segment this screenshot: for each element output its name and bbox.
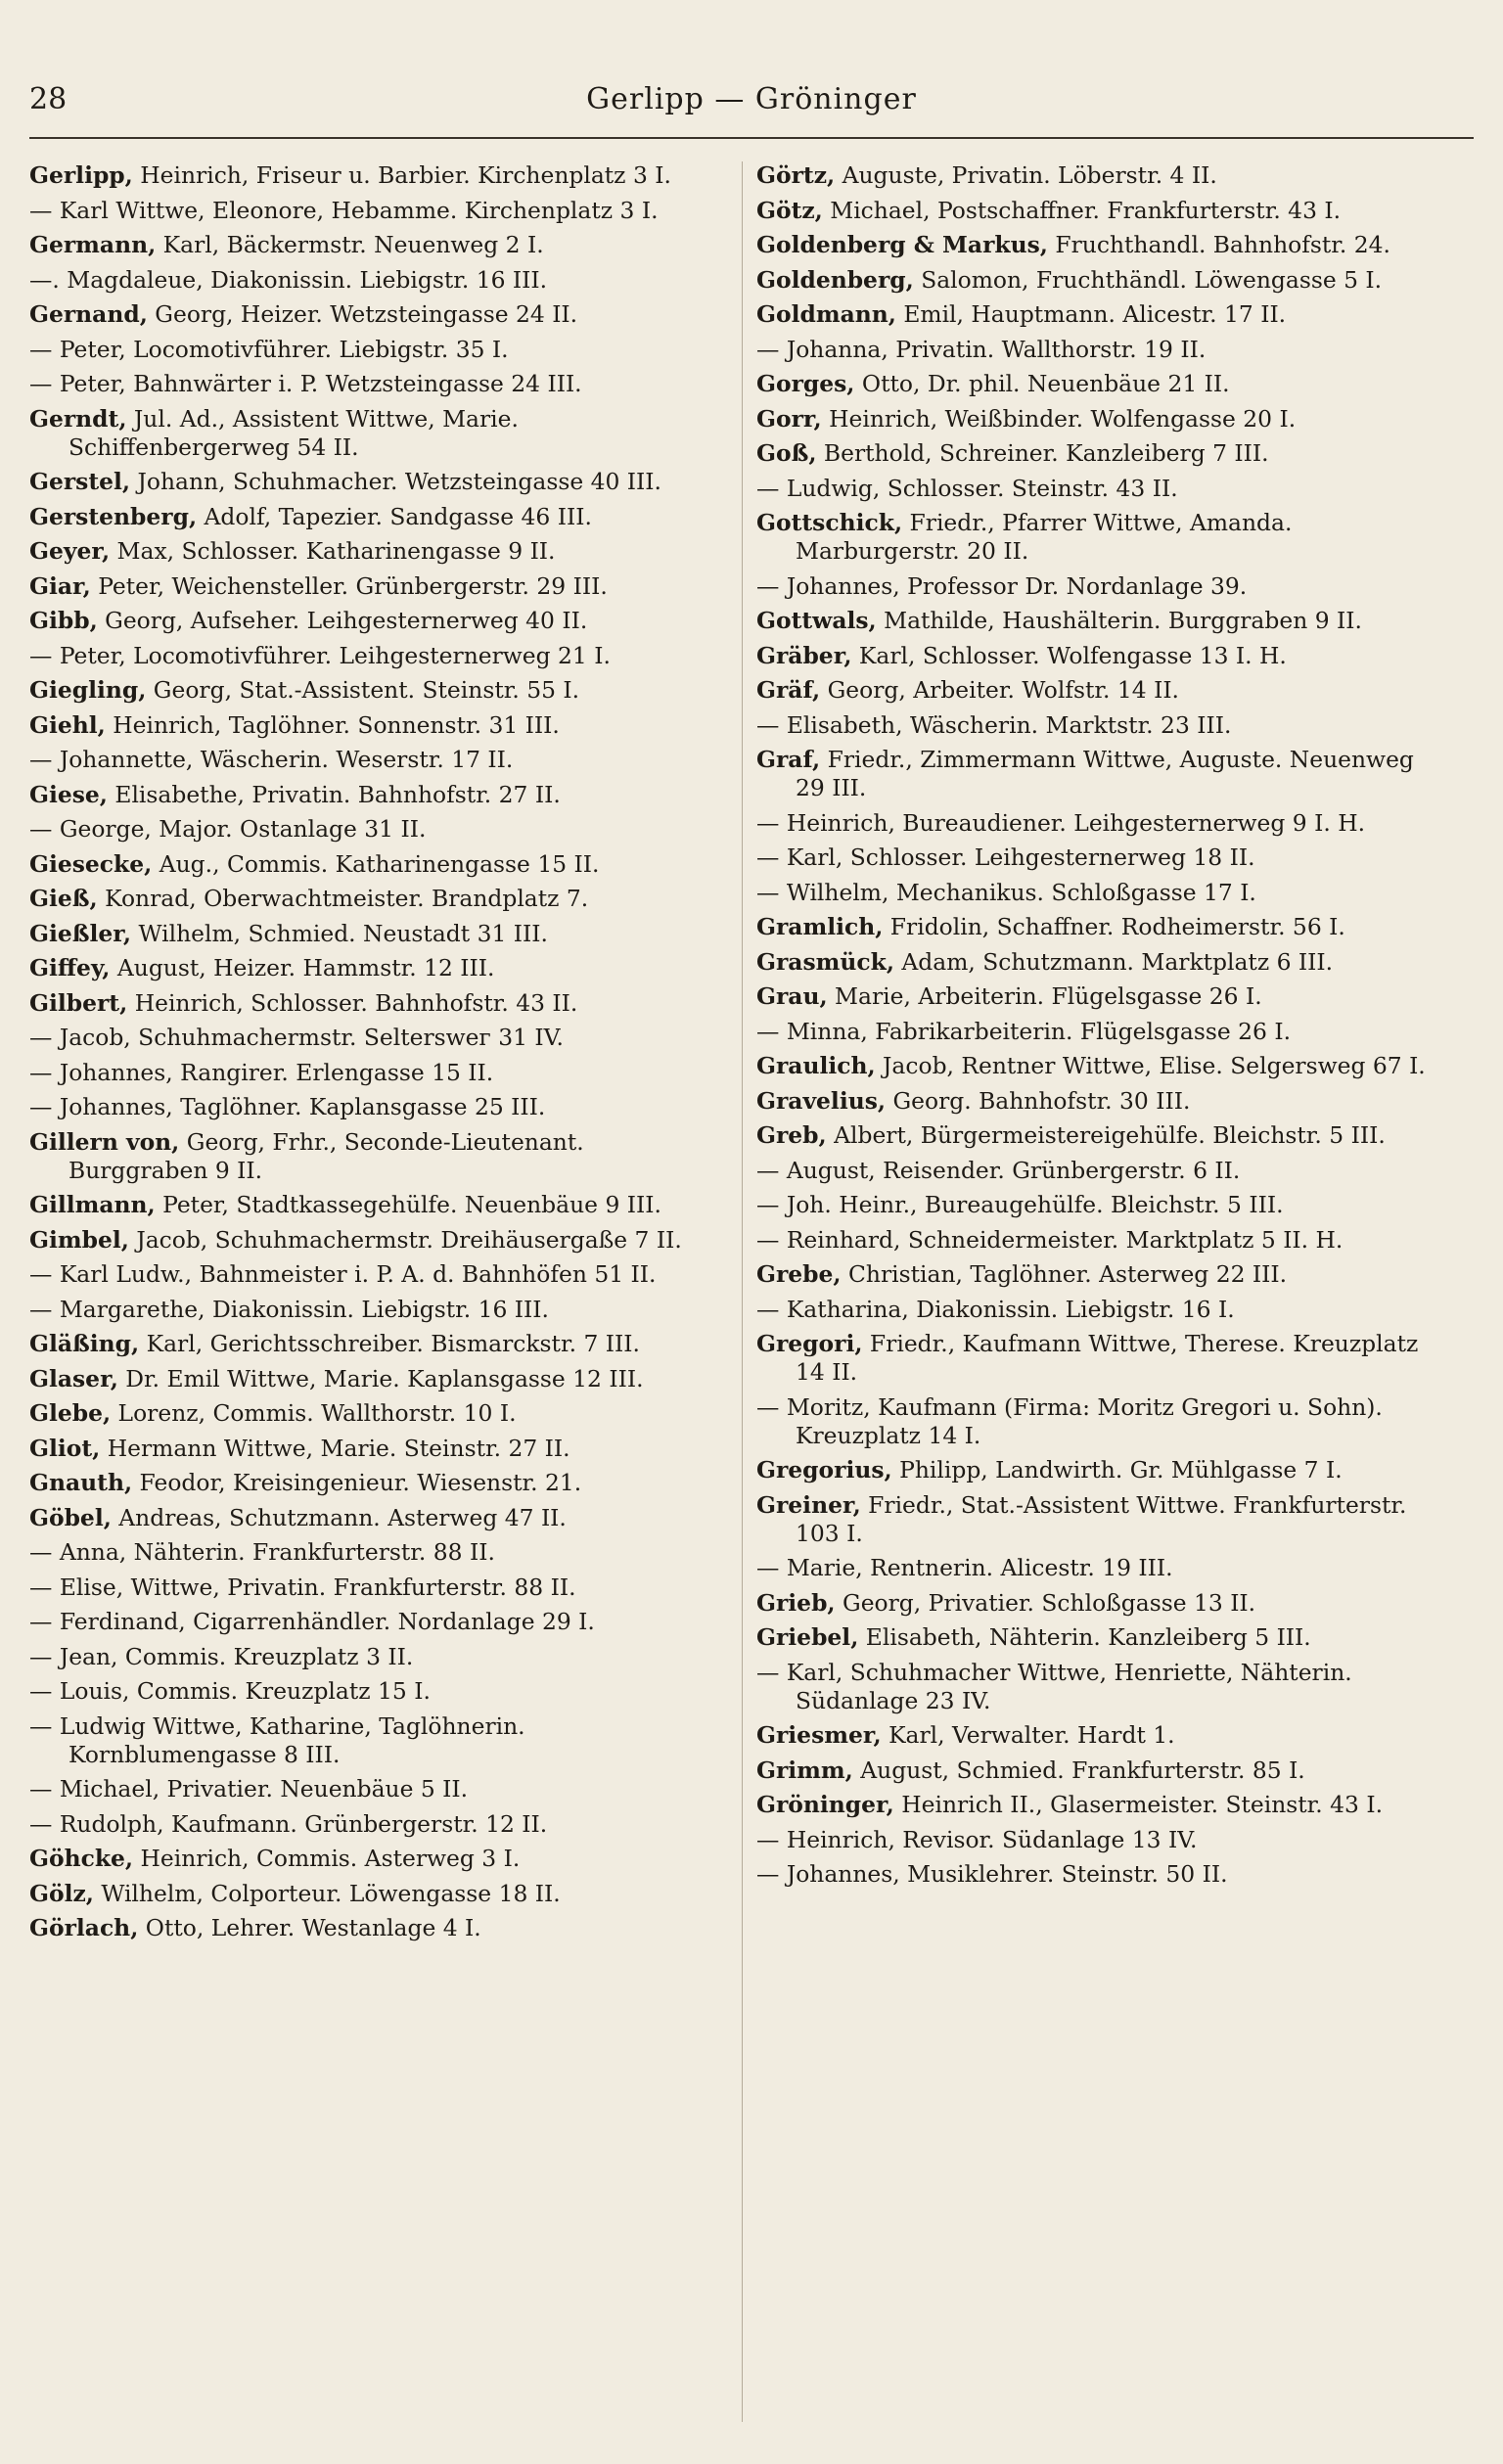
directory-entry: [29, 1330, 719, 1358]
entry-details: Heinrich, Taglöhner. Sonnenstr. 31 III.: [105, 710, 560, 739]
directory-entry: [756, 370, 1446, 398]
directory-entry: [756, 1554, 1446, 1582]
directory-entry: [756, 1456, 1446, 1484]
directory-entry: [756, 1330, 1446, 1387]
directory-entry: [29, 1810, 719, 1839]
entry-surname: Gregori,: [756, 1330, 863, 1357]
directory-entry: [756, 336, 1446, 364]
directory-entry: [29, 266, 719, 295]
directory-entry: [756, 1191, 1446, 1219]
entry-details: — George, Major. Ostanlage 31 II.: [29, 815, 427, 843]
directory-entry: [756, 1623, 1446, 1652]
directory-entry: [29, 370, 719, 398]
directory-entry: [756, 1589, 1446, 1618]
entry-details: August, Heizer. Hammstr. 12 III.: [110, 954, 495, 981]
directory-entry: [29, 642, 719, 670]
directory-entry: [756, 1296, 1446, 1324]
entry-details: Georg, Aufseher. Leihgesternerweg 40 II.: [97, 607, 588, 634]
directory-entry: [29, 815, 719, 844]
entry-details: Friedr., Kaufmann Wittwe, Therese. Kreuzplatz 14 II.: [796, 1330, 1419, 1386]
entry-surname: Gräf,: [756, 676, 821, 704]
entry-details: — Marie, Rentnerin. Alicestr. 19 III.: [756, 1554, 1173, 1581]
entry-details: Berthold, Schreiner. Kanzleiberg 7 III.: [816, 439, 1269, 467]
entry-details: — Karl Wittwe, Eleonore, Hebamme. Kirchenplatz 3 I.: [29, 196, 659, 224]
entry-surname: Gottschick,: [756, 509, 903, 536]
entry-surname: Gölz,: [29, 1879, 94, 1907]
directory-entry: [29, 336, 719, 364]
entry-details: — Johanna, Privatin. Wallthorstr. 19 II.: [756, 335, 1207, 363]
entry-surname: Gläßing,: [29, 1330, 140, 1357]
entry-surname: Gorges,: [756, 370, 855, 397]
directory-entry: [756, 982, 1446, 1011]
directory-entry: [29, 676, 719, 705]
entry-details: Adolf, Tapezier. Sandgasse 46 III.: [197, 502, 592, 530]
entry-details: Jacob, Rentner Wittwe, Elise. Selgersweg 67 I.: [875, 1052, 1426, 1079]
directory-entry: [29, 231, 719, 259]
directory-entry: [29, 405, 719, 462]
entry-surname: Goldmann,: [756, 300, 896, 328]
entry-surname: Görtz,: [756, 161, 836, 189]
directory-entry: [29, 1365, 719, 1393]
entry-details: Fruchthandl. Bahnhofstr. 24.: [1047, 231, 1390, 258]
directory-entry: [29, 1880, 719, 1908]
directory-entry: [29, 1504, 719, 1532]
directory-entry: [756, 1826, 1446, 1854]
entry-surname: Giar,: [29, 571, 91, 600]
entry-surname: Götz,: [756, 196, 823, 224]
directory-entry: [29, 850, 719, 879]
entry-surname: Grimm,: [756, 1756, 853, 1784]
directory-entry: [756, 1791, 1446, 1819]
directory-entry: [756, 607, 1446, 635]
page-header: [29, 82, 1474, 125]
entry-details: Georg, Heizer. Wetzsteingasse 24 II.: [147, 300, 578, 328]
entry-surname: Gottwals,: [756, 607, 877, 634]
directory-entry: [756, 197, 1446, 225]
entry-details: — Michael, Privatier. Neuenbäue 5 II.: [29, 1775, 469, 1802]
entry-details: Fridolin, Schaffner. Rodheimerstr. 56 I.: [883, 913, 1345, 940]
entry-surname: Glaser,: [29, 1364, 118, 1392]
directory-entry: [29, 1226, 719, 1255]
directory-entry: [756, 1018, 1446, 1046]
entry-surname: Giegling,: [29, 676, 147, 704]
entry-details: Salomon, Fruchthändl. Löwengasse 5 I.: [913, 265, 1383, 294]
directory-entry: [29, 885, 719, 913]
directory-entry: [756, 572, 1446, 601]
entry-details: Karl, Verwalter. Hardt 1.: [881, 1721, 1175, 1749]
entry-surname: Gießler,: [29, 919, 132, 947]
directory-entry: [29, 1059, 719, 1087]
directory-entry: [29, 161, 719, 190]
entry-details: Jacob, Schuhmachermstr. Dreihäusergaße 7 II.: [128, 1225, 682, 1254]
directory-entry: [29, 711, 719, 740]
directory-entry: [29, 1399, 719, 1428]
entry-surname: Gieß,: [29, 885, 98, 912]
entry-surname: Grau,: [756, 982, 828, 1010]
entry-details: Karl, Schlosser. Wolfengasse 13 I. H.: [851, 641, 1287, 669]
entry-details: — Karl, Schuhmacher Wittwe, Henriette, Nähterin. Südanlage 23 IV.: [756, 1658, 1352, 1714]
entry-surname: Gliot,: [29, 1434, 101, 1462]
entry-details: — Peter, Locomotivführer. Liebigstr. 35 I.: [29, 335, 509, 363]
entry-surname: Gimbel,: [29, 1225, 129, 1254]
entry-details: — Ferdinand, Cigarrenhändler. Nordanlage 29 I.: [29, 1608, 595, 1635]
entry-details: Karl, Bäckermstr. Neuenweg 2 I.: [156, 231, 544, 258]
entry-details: Friedr., Stat.-Assistent Wittwe. Frankfurterstr. 103 I.: [796, 1490, 1407, 1547]
entry-surname: Griebel,: [756, 1623, 859, 1651]
directory-entry: [756, 300, 1446, 329]
entry-details: Dr. Emil Wittwe, Marie. Kaplansgasse 12 III.: [117, 1364, 644, 1392]
entry-surname: Gernand,: [29, 300, 148, 328]
directory-entry: [29, 1469, 719, 1497]
entry-details: — Minna, Fabrikarbeiterin. Flügelsgasse 26 I.: [756, 1017, 1292, 1045]
entry-details: — Elise, Wittwe, Privatin. Frankfurterstr. 88 II.: [29, 1573, 576, 1601]
directory-entry: [29, 920, 719, 948]
directory-entry: [756, 266, 1446, 295]
directory-entry: [756, 231, 1446, 259]
entry-details: Konrad, Oberwachtmeister. Brandplatz 7.: [97, 885, 589, 912]
directory-entry: [756, 676, 1446, 705]
entry-surname: Görlach,: [29, 1914, 139, 1941]
directory-entry: [756, 913, 1446, 941]
directory-entry: [756, 405, 1446, 433]
entry-surname: Greiner,: [756, 1490, 861, 1519]
directory-entry: [29, 468, 719, 496]
directory-entry: [29, 197, 719, 225]
entry-details: August, Schmied. Frankfurterstr. 85 I.: [852, 1756, 1305, 1784]
entry-details: — Karl, Schlosser. Leihgesternerweg 18 II.: [756, 844, 1255, 871]
entry-details: — Wilhelm, Mechanikus. Schloßgasse 17 I.: [756, 878, 1256, 906]
entry-details: Mathilde, Haushälterin. Burggraben 9 II.: [876, 607, 1362, 634]
entry-surname: Gerstenberg,: [29, 502, 198, 530]
entry-details: Heinrich, Schlosser. Bahnhofstr. 43 II.: [127, 988, 578, 1017]
directory-entry: [29, 1775, 719, 1803]
entry-details: Heinrich, Weißbinder. Wolfengasse 20 I.: [821, 404, 1297, 433]
entry-details: Elisabeth, Nähterin. Kanzleiberg 5 III.: [858, 1623, 1311, 1651]
directory-entry: [756, 1659, 1446, 1715]
entry-surname: Grieb,: [756, 1588, 836, 1617]
entry-details: Hermann Wittwe, Marie. Steinstr. 27 II.: [100, 1434, 570, 1462]
entry-details: — Moritz, Kaufmann (Firma: Moritz Gregori u. Sohn). Kreuzplatz 14 I.: [756, 1392, 1383, 1449]
entry-details: Elisabethe, Privatin. Bahnhofstr. 27 II.: [107, 780, 561, 808]
directory-entry: [756, 509, 1446, 566]
entry-details: Andreas, Schutzmann. Asterweg 47 II.: [111, 1503, 567, 1531]
directory-entry: [756, 711, 1446, 740]
entry-details: — Ludwig, Schlosser. Steinstr. 43 II.: [756, 474, 1178, 502]
directory-entry: [756, 1226, 1446, 1255]
entry-details: — Johannes, Professor Dr. Nordanlage 39.: [756, 571, 1248, 600]
entry-surname: Gramlich,: [756, 913, 884, 940]
entry-surname: Gnauth,: [29, 1469, 133, 1496]
entry-surname: Goldenberg & Markus,: [756, 231, 1048, 258]
directory-entry: [29, 954, 719, 982]
directory-entry: [756, 475, 1446, 503]
entry-surname: Goldenberg,: [756, 265, 914, 294]
page-number: 28: [29, 82, 68, 116]
directory-entry: [756, 746, 1446, 802]
directory-entry: [756, 161, 1446, 190]
entry-details: Georg, Privatier. Schloßgasse 13 II.: [835, 1588, 1256, 1617]
directory-entry: [756, 1721, 1446, 1750]
entry-details: Peter, Weichensteller. Grünbergerstr. 29 III.: [90, 571, 608, 600]
entry-details: Heinrich II., Glasermeister. Steinstr. 43 I.: [893, 1791, 1384, 1818]
entry-details: Otto, Lehrer. Westanlage 4 I.: [138, 1914, 481, 1941]
entry-details: Auguste, Privatin. Löberstr. 4 II.: [835, 161, 1217, 189]
directory-entry: [29, 300, 719, 329]
directory-entry: [29, 1845, 719, 1873]
directory-entry: [29, 1538, 719, 1567]
directory-entry: [29, 503, 719, 531]
entry-surname: Germann,: [29, 231, 157, 258]
directory-entry: [29, 1677, 719, 1706]
directory-entry: [29, 1260, 719, 1289]
entry-surname: Gerstel,: [29, 468, 131, 495]
entry-surname: Göhcke,: [29, 1845, 134, 1872]
entry-surname: Graf,: [756, 746, 821, 773]
entry-details: Lorenz, Commis. Wallthorstr. 10 I.: [111, 1399, 517, 1427]
entry-details: —. Magdaleue, Diakonissin. Liebigstr. 16 III.: [29, 265, 548, 294]
entry-surname: Greb,: [756, 1121, 827, 1149]
entry-details: Wilhelm, Schmied. Neustadt 31 III.: [131, 919, 548, 947]
running-head: Gerlipp — Gröninger: [586, 82, 917, 116]
directory-entry: [29, 1435, 719, 1463]
entry-details: — Joh. Heinr., Bureaugehülfe. Bleichstr. 5 III.: [756, 1191, 1284, 1218]
entry-surname: Giehl,: [29, 710, 106, 739]
directory-entry: [29, 1128, 719, 1185]
entry-surname: Gerlipp,: [29, 161, 133, 189]
right-column: [756, 161, 1446, 1895]
entry-surname: Gräber,: [756, 641, 852, 669]
entry-details: Georg, Frhr., Seconde-Lieutenant. Burggraben 9 II.: [68, 1127, 584, 1184]
entry-surname: Graulich,: [756, 1052, 876, 1079]
directory-entry: [756, 879, 1446, 907]
entry-details: Feodor, Kreisingenieur. Wiesenstr. 21.: [132, 1469, 582, 1496]
entry-details: Friedr., Zimmermann Wittwe, Auguste. Neuenweg 29 III.: [796, 746, 1414, 801]
directory-entry: [29, 1024, 719, 1052]
entry-surname: Griesmer,: [756, 1721, 882, 1749]
entry-details: Wilhelm, Colporteur. Löwengasse 18 II.: [93, 1879, 561, 1907]
directory-entry: [29, 1643, 719, 1671]
entry-surname: Gillern von,: [29, 1127, 180, 1156]
entry-surname: Grebe,: [756, 1260, 842, 1288]
directory-entry: [29, 607, 719, 635]
entry-details: — Elisabeth, Wäscherin. Marktstr. 23 III.: [756, 710, 1232, 739]
entry-details: — Reinhard, Schneidermeister. Marktplatz 5 II. H.: [756, 1225, 1344, 1254]
entry-details: Heinrich, Friseur u. Barbier. Kirchenplatz 3 I.: [132, 161, 671, 189]
entry-details: Emil, Hauptmann. Alicestr. 17 II.: [895, 300, 1287, 328]
entry-details: Marie, Arbeiterin. Flügelsgasse 26 I.: [827, 982, 1262, 1010]
entry-details: Georg. Bahnhofstr. 30 III.: [886, 1086, 1191, 1115]
entry-details: — Johannette, Wäscherin. Weserstr. 17 II.: [29, 746, 514, 773]
entry-surname: Gravelius,: [756, 1086, 887, 1115]
entry-details: — Katharina, Diakonissin. Liebigstr. 16 I.: [756, 1295, 1235, 1323]
left-column: [29, 161, 719, 1949]
directory-entry: [29, 1191, 719, 1219]
entry-surname: Gröninger,: [756, 1791, 894, 1818]
entry-details: Georg, Arbeiter. Wolfstr. 14 II.: [820, 676, 1179, 704]
entry-surname: Gibb,: [29, 607, 98, 634]
entry-details: — Anna, Nähterin. Frankfurterstr. 88 II.: [29, 1538, 495, 1566]
entry-surname: Gorr,: [756, 404, 822, 433]
entry-details: — Louis, Commis. Kreuzplatz 15 I.: [29, 1677, 431, 1705]
entry-details: Michael, Postschaffner. Frankfurterstr. 43 I.: [822, 196, 1342, 224]
entry-details: — Jean, Commis. Kreuzplatz 3 II.: [29, 1642, 414, 1670]
entry-details: — Karl Ludw., Bahnmeister i. P. A. d. Bahnhöfen 51 II.: [29, 1260, 657, 1288]
directory-entry: [756, 1121, 1446, 1150]
entry-details: — Peter, Locomotivführer. Leihgesternerweg 21 I.: [29, 641, 611, 669]
directory-entry: [756, 439, 1446, 468]
entry-surname: Giese,: [29, 780, 108, 808]
entry-details: Max, Schlosser. Katharinengasse 9 II.: [110, 537, 556, 565]
entry-details: — Ludwig Wittwe, Katharine, Taglöhnerin. Kornblumengasse 8 III.: [29, 1711, 525, 1768]
directory-entry: [29, 989, 719, 1018]
entry-surname: Grasmück,: [756, 947, 894, 976]
directory-entry: [756, 1491, 1446, 1548]
entry-details: Otto, Dr. phil. Neuenbäue 21 II.: [854, 370, 1230, 397]
entry-details: — Jacob, Schuhmachermstr. Selterswег 31 IV.: [29, 1024, 564, 1051]
entry-details: Georg, Stat.-Assistent. Steinstr. 55 I.: [146, 676, 580, 704]
entry-details: — Rudolph, Kaufmann. Grünbergerstr. 12 II.: [29, 1809, 548, 1838]
directory-entry: [29, 1914, 719, 1942]
entry-surname: Glebe,: [29, 1399, 112, 1427]
entry-details: Christian, Taglöhner. Asterweg 22 III.: [841, 1260, 1288, 1288]
entry-details: Albert, Bürgermeistereigehülfe. Bleichstr. 5 III.: [826, 1121, 1386, 1149]
directory-entry: [756, 809, 1446, 838]
entry-details: Philipp, Landwirth. Gr. Mühlgasse 7 I.: [891, 1456, 1343, 1483]
entry-surname: Giesecke,: [29, 849, 153, 878]
entry-details: Heinrich, Commis. Asterweg 3 I.: [133, 1845, 521, 1872]
directory-entry: [29, 746, 719, 774]
entry-surname: Gillmann,: [29, 1191, 156, 1218]
entry-details: Aug., Commis. Katharinengasse 15 II.: [152, 849, 600, 878]
entry-details: Peter, Stadtkassegehülfe. Neuenbäue 9 III.: [155, 1191, 661, 1218]
directory-entry: [29, 781, 719, 809]
entry-details: — Heinrich, Bureaudiener. Leihgesternerweg 9 I. H.: [756, 808, 1366, 837]
entry-surname: Göbel,: [29, 1503, 112, 1531]
entry-surname: Geyer,: [29, 537, 111, 565]
column-divider: [742, 161, 743, 2422]
entry-details: Adam, Schutzmann. Marktplatz 6 III.: [893, 947, 1334, 976]
entry-details: Jul. Ad., Assistent Wittwe, Marie. Schiffenbergerweg 54 II.: [68, 404, 519, 461]
directory-entry: [29, 1093, 719, 1121]
directory-entry: [756, 948, 1446, 977]
directory-entry: [756, 1757, 1446, 1785]
directory-entry: [756, 642, 1446, 670]
entry-details: Johann, Schuhmacher. Wetzsteingasse 40 III.: [130, 468, 661, 495]
entry-details: — Johannes, Rangirer. Erlengasse 15 II.: [29, 1058, 494, 1086]
entry-surname: Gregorius,: [756, 1456, 892, 1483]
directory-entry: [756, 1087, 1446, 1116]
entry-details: Karl, Gerichtsschreiber. Bismarckstr. 7 III.: [139, 1330, 640, 1357]
entry-details: — Peter, Bahnwärter i. P. Wetzsteingasse 24 III.: [29, 370, 582, 397]
directory-entry: [756, 1157, 1446, 1185]
directory-entry: [756, 1393, 1446, 1450]
directory-entry: [756, 1052, 1446, 1080]
entry-details: — Johannes, Musiklehrer. Steinstr. 50 II.: [756, 1860, 1228, 1888]
directory-entry: [756, 1260, 1446, 1289]
entry-details: — August, Reisender. Grünbergerstr. 6 II.: [756, 1156, 1241, 1184]
entry-details: Friedr., Pfarrer Wittwe, Amanda. Marburgerstr. 20 II.: [796, 509, 1293, 565]
entry-details: — Heinrich, Revisor. Südanlage 13 IV.: [756, 1825, 1198, 1853]
entry-details: — Johannes, Taglöhner. Kaplansgasse 25 III.: [29, 1093, 546, 1120]
header-rule: [29, 137, 1474, 139]
directory-entry: [29, 1712, 719, 1769]
directory-entry: [29, 1608, 719, 1636]
directory-entry: [29, 572, 719, 601]
directory-entry: [29, 537, 719, 566]
directory-entry: [29, 1296, 719, 1324]
entry-surname: Giffey,: [29, 954, 111, 981]
directory-entry: [756, 1860, 1446, 1889]
directory-entry: [756, 844, 1446, 872]
entry-details: — Margarethe, Diakonissin. Liebigstr. 16 III.: [29, 1295, 549, 1323]
entry-surname: Gerndt,: [29, 404, 127, 433]
entry-surname: Goß,: [756, 439, 817, 467]
directory-entry: [29, 1574, 719, 1602]
entry-surname: Gilbert,: [29, 988, 128, 1017]
